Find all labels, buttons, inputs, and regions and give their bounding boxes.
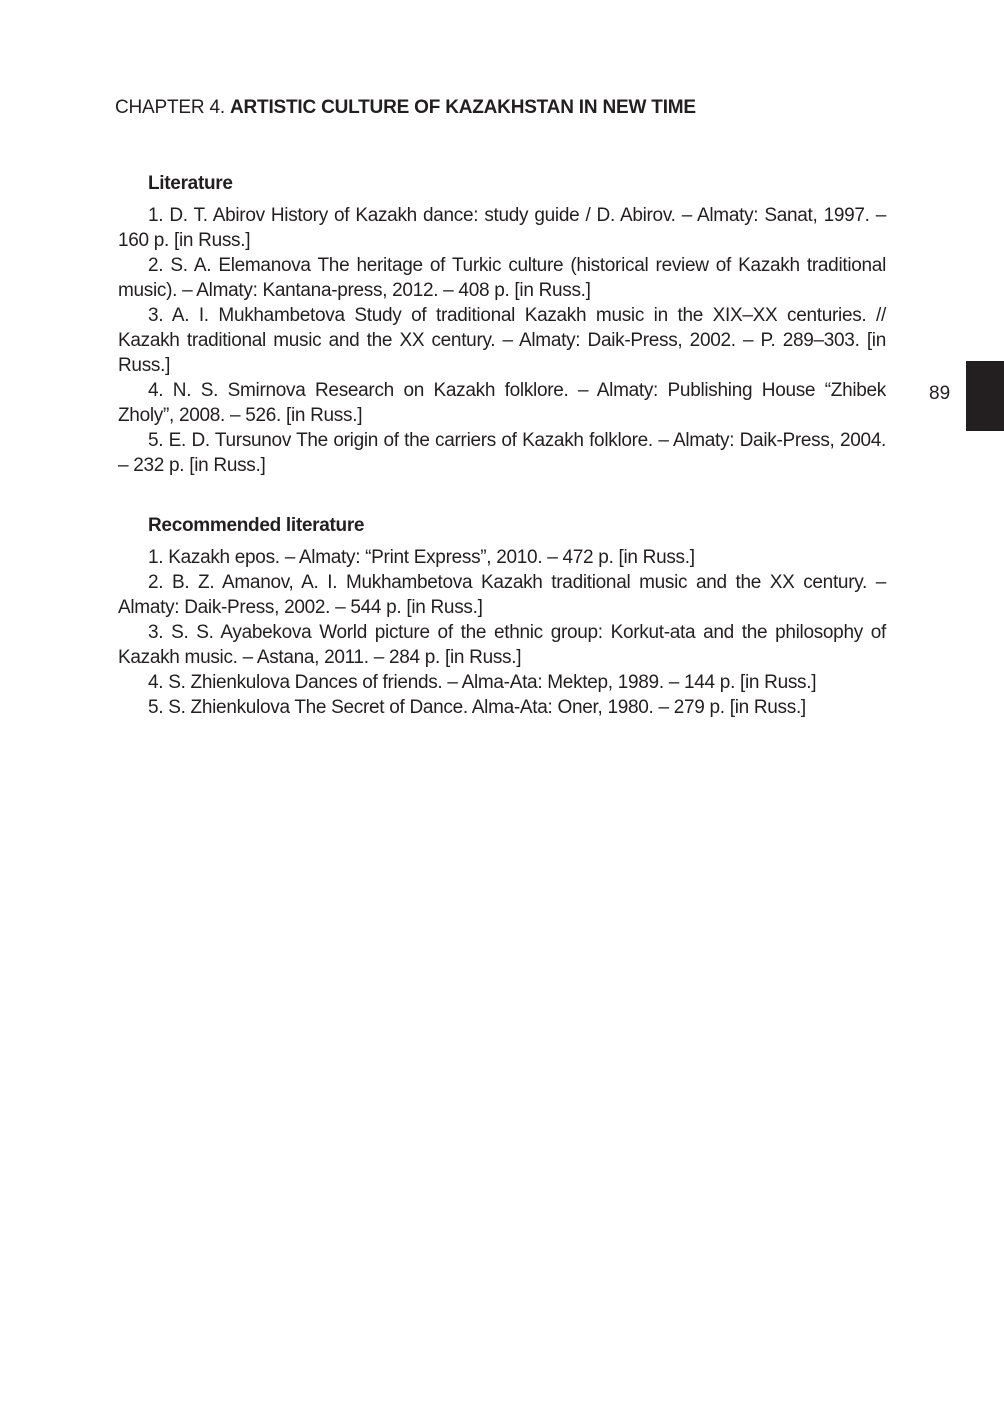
recommended-literature-list [118,545,886,720]
literature-heading: Literature [148,173,233,194]
literature-item: 5. E. D. Tursunov The origin of the carriers of Kazakh folklore. – Almaty: Daik-Press, 2004. – 232 p. [in Russ.] [118,430,886,476]
literature-section [118,171,886,478]
chapter-title: ARTISTIC CULTURE OF KAZAKHSTAN IN NEW TIME [230,97,696,118]
recommended-literature-item: 5. S. Zhienkulova The Secret of Dance. Alma-Ata: Oner, 1980. – 279 p. [in Russ.] [148,697,806,718]
running-head [115,95,696,121]
literature-item: 3. A. I. Mukhambetova Study of traditional Kazakh music in the XIX–XX centuries. // Kazakh traditional music and the XX century. – Almaty: Daik-Press, 2002. – P. 289–303. [in Russ.] [118,305,886,376]
literature-list [118,203,886,478]
recommended-literature-item: 1. Kazakh epos. – Almaty: “Print Express”, 2010. – 472 p. [in Russ.] [148,547,695,568]
recommended-literature-item: 2. B. Z. Amanov, A. I. Mukhambetova Kazakh traditional music and the XX century. – Almaty: Daik-Press, 2002. – 544 p. [in Russ.] [118,572,886,618]
recommended-literature-item: 4. S. Zhienkulova Dances of friends. – Alma-Ata: Mektep, 1989. – 144 p. [in Russ.] [148,672,817,693]
chapter-number: CHAPTER 4. [115,97,225,118]
page-number: 89 [929,383,951,404]
recommended-literature-section [118,513,886,720]
literature-item: 4. N. S. Smirnova Research on Kazakh folklore. – Almaty: Publishing House “Zhibek Zholy”, 2008. – 526. [in Russ.] [118,380,886,426]
recommended-literature-item: 3. S. S. Ayabekova World picture of the ethnic group: Korkut-ata and the philosophy of Kazakh music. – Astana, 2011. – 284 p. [in Russ.] [118,622,886,668]
recommended-literature-heading: Recommended literature [148,515,365,536]
literature-item: 2. S. A. Elemanova The heritage of Turkic culture (historical review of Kazakh traditional music). – Almaty: Kantana-press, 2012. – 408 p. [in Russ.] [118,255,886,301]
literature-item: 1. D. T. Abirov History of Kazakh dance: study guide / D. Abirov. – Almaty: Sanat, 1997. – 160 p. [in Russ.] [118,205,886,251]
thumb-index-tab [966,361,1004,431]
